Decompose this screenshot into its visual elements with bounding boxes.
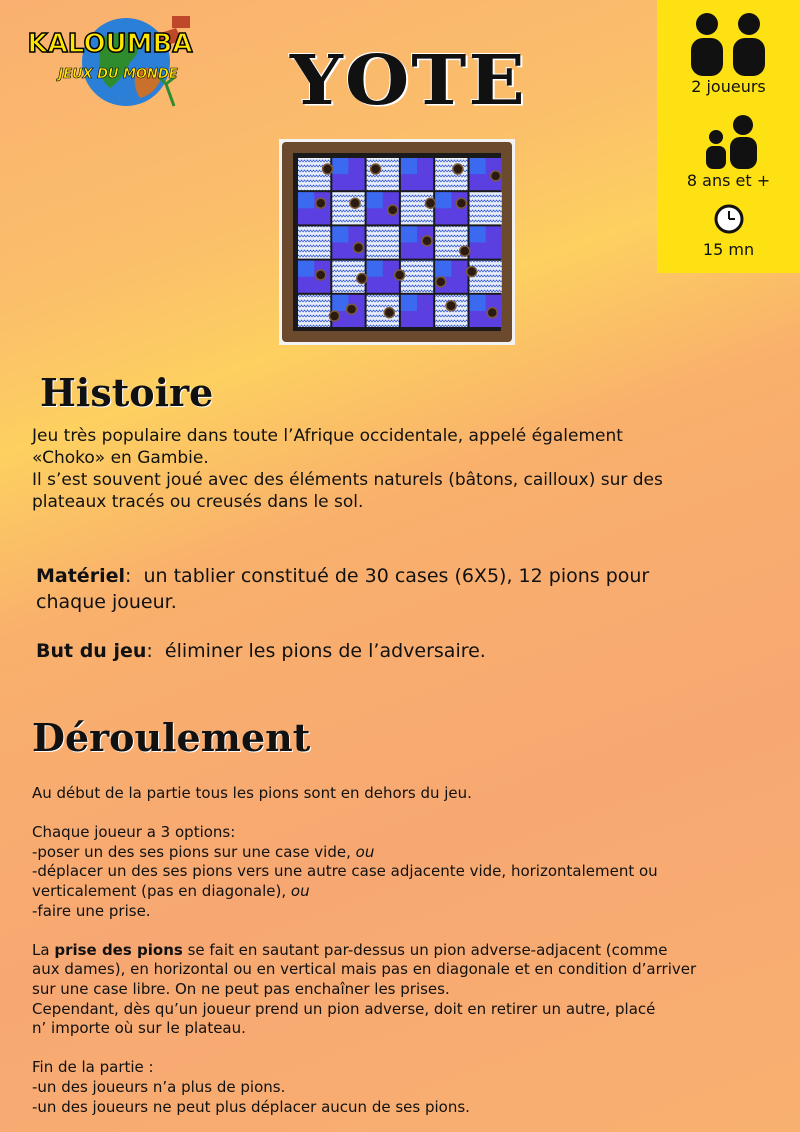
but-text: éliminer les pions de l’adversaire.: [164, 640, 486, 662]
prise-line-2: aux dames), en horizontal ou en vertical mais pas en diagonale et en condition d’arriver: [32, 960, 697, 979]
materiel-sep: :: [124, 565, 132, 587]
logo-text: KALOUMBA: [27, 29, 193, 59]
fin-line-2: -un des joueurs ne peut plus déplacer aucun de ses pions.: [32, 1097, 470, 1116]
histoire-text: [32, 425, 782, 513]
but-label: But du jeu: [36, 640, 147, 662]
clock-icon: [714, 204, 744, 234]
duration-label: 15 mn: [702, 240, 755, 259]
page-title: YOTE: [290, 41, 527, 121]
prise-start: La: [32, 940, 50, 959]
fin-title: Fin de la partie :: [32, 1058, 154, 1077]
prise-line-4: Cependant, dès qu’un joueur prend un pion adverse, doit en retirer un autre, placé: [32, 999, 656, 1018]
but-section: [36, 638, 786, 664]
game-info-box: [657, 0, 800, 273]
fin-line-1: -un des joueurs n’a plus de pions.: [32, 1077, 286, 1096]
histoire-heading: Histoire: [40, 370, 214, 415]
option-3: -faire une prise.: [32, 901, 151, 920]
kaloumba-logo: [26, 10, 196, 110]
intro-line: Au début de la partie tous les pions sont en dehors du jeu.: [32, 784, 472, 802]
options-title: Chaque joueur a 3 options:: [32, 823, 236, 842]
logo-subtext: JEUX DU MONDE: [58, 67, 178, 82]
histoire-line: plateaux tracés ou creusés dans le sol.: [32, 492, 364, 512]
prise-line-5: n’ importe où sur le plateau.: [32, 1019, 246, 1038]
players-label: 2 joueurs: [691, 77, 766, 96]
option-2a: -déplacer un des ses pions vers une autre case adjacente vide, horizontalement ou: [32, 862, 658, 881]
prise-rest: se fait en sautant par-dessus un pion adverse-adjacent (comme: [187, 940, 668, 959]
materiel-text: un tablier constitué de 30 cases (6X5), 12 pions pour: [143, 565, 650, 587]
deroulement-heading: Déroulement: [32, 715, 311, 760]
age-icon: [703, 115, 759, 169]
materiel-label: Matériel: [36, 565, 125, 587]
two-players-icon: [687, 12, 771, 76]
materiel-text-2: chaque joueur.: [36, 591, 177, 613]
deroulement-text: [32, 784, 772, 1117]
yote-board-photo: [279, 139, 515, 345]
but-sep: :: [146, 640, 153, 662]
materiel-section: [36, 563, 786, 615]
option-2b: verticalement (pas en diagonale),: [32, 881, 287, 900]
histoire-line: Il s’est souvent joué avec des éléments naturels (bâtons, cailloux) sur des: [32, 470, 663, 490]
prise-line-3: sur une case libre. On ne peut pas enchaîner les prises.: [32, 979, 450, 998]
age-label: 8 ans et +: [686, 171, 771, 190]
option-2-or: ou: [290, 881, 310, 900]
prise-bold: prise des pions: [54, 940, 183, 959]
option-1-or: ou: [355, 842, 375, 861]
option-1: -poser un des ses pions sur une case vide,: [32, 842, 351, 861]
histoire-line: Jeu très populaire dans toute l’Afrique occidentale, appelé également: [32, 426, 623, 446]
histoire-line: «Choko» en Gambie.: [32, 448, 209, 468]
